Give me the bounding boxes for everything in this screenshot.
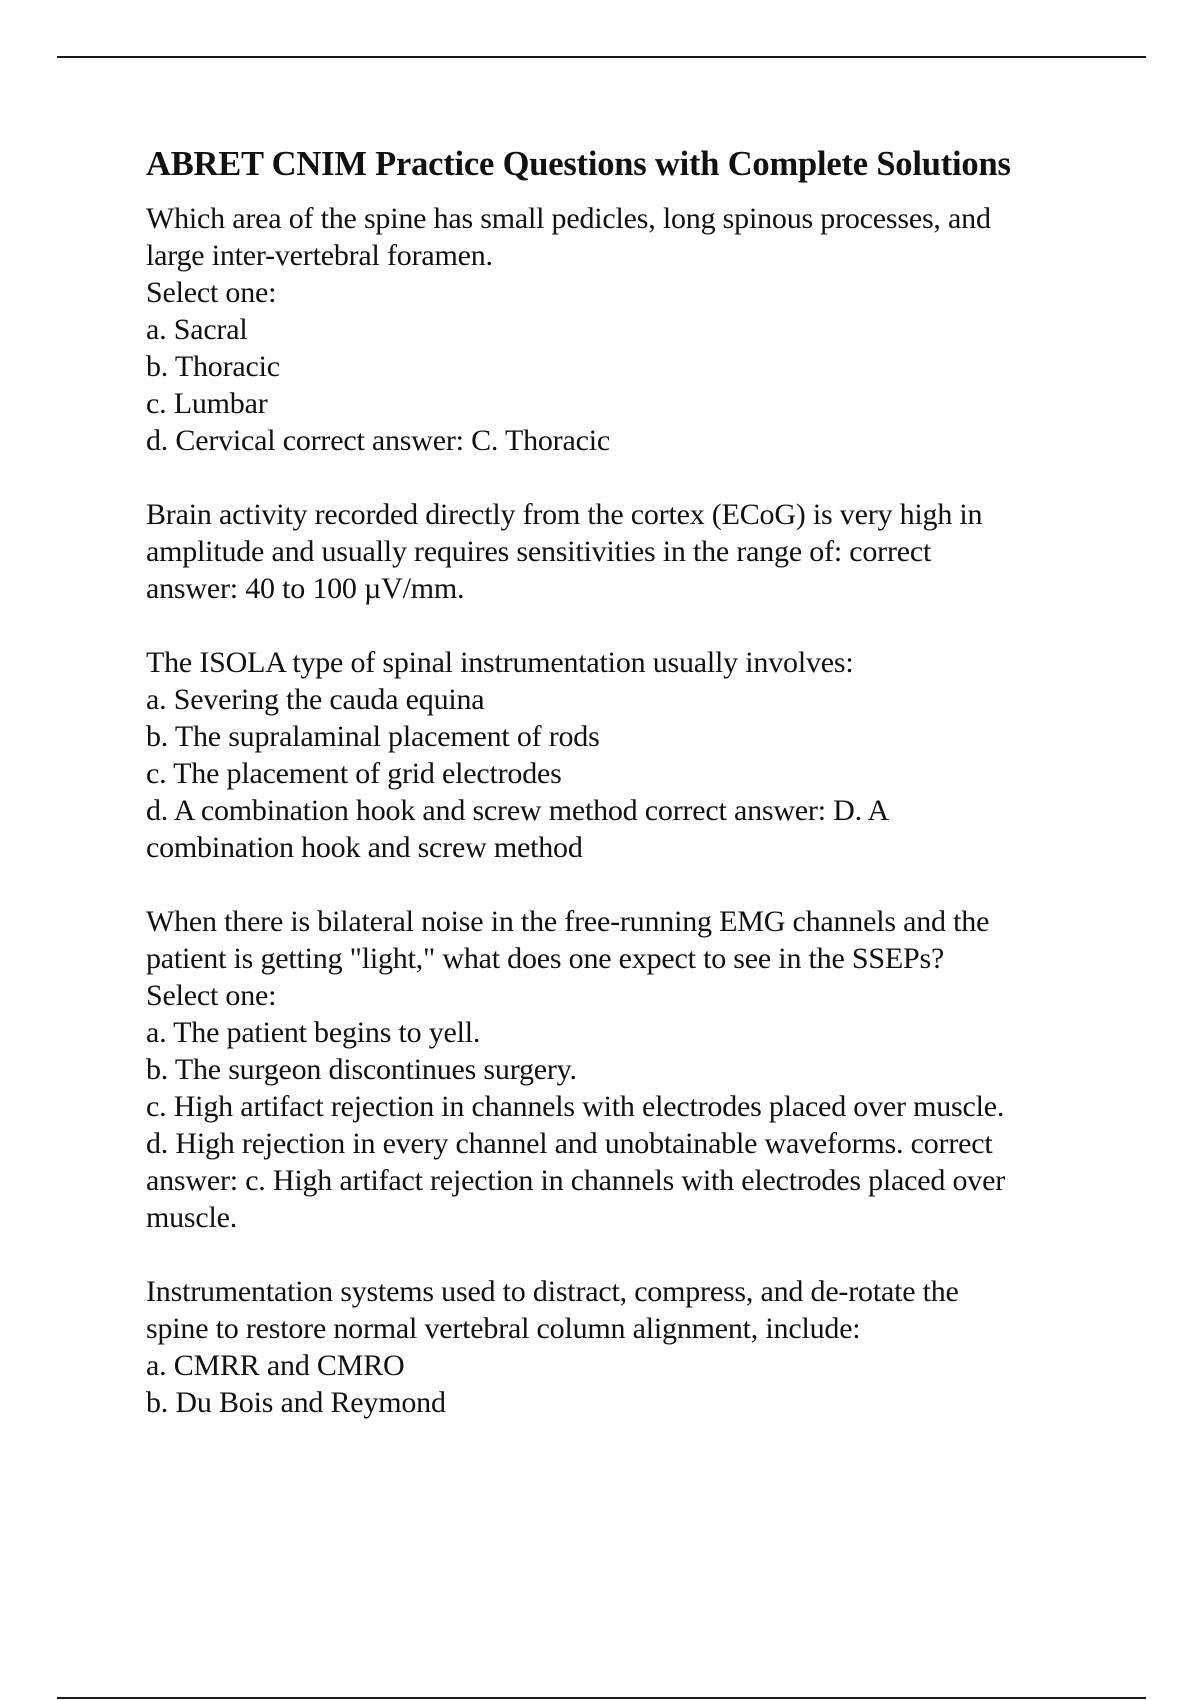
question-text: patient is getting "light," what does one expect to see in the SSEPs? [146,942,945,975]
option-a: a. Severing the cauda equina [146,683,485,716]
question-text: large inter-vertebral foramen. [146,239,493,272]
select-one-label: Select one: [146,979,277,1012]
question-4 [146,903,1106,1236]
option-b: b. Du Bois and Reymond [146,1386,446,1419]
option-b: b. The surgeon discontinues surgery. [146,1053,577,1086]
option-a: a. CMRR and CMRO [146,1349,405,1382]
option-c: c. The placement of grid electrodes [146,757,562,790]
option-d-with-answer: d. High rejection in every channel and unobtainable waveforms. correct [146,1127,993,1160]
option-a: a. The patient begins to yell. [146,1016,481,1049]
option-a: a. Sacral [146,313,248,346]
option-b: b. The supralaminal placement of rods [146,720,600,753]
option-c: c. Lumbar [146,387,268,420]
option-d-with-answer: d. A combination hook and screw method correct answer: D. A [146,794,890,827]
answer-text: muscle. [146,1201,238,1234]
document-title: ABRET CNIM Practice Questions with Complete Solutions [146,145,1011,183]
option-b: b. Thoracic [146,350,280,383]
question-text: spine to restore normal vertebral column alignment, include: [146,1312,861,1345]
answer-text: answer: 40 to 100 µV/mm. [146,572,465,605]
question-2 [146,496,1106,607]
question-text: Brain activity recorded directly from the cortex (ECoG) is very high in [146,498,983,531]
question-text: When there is bilateral noise in the free-running EMG channels and the [146,905,990,938]
option-d-with-answer: d. Cervical correct answer: C. Thoracic [146,424,610,457]
document-body [146,144,1106,1458]
option-c: c. High artifact rejection in channels with electrodes placed over muscle. [146,1090,1005,1123]
select-one-label: Select one: [146,276,277,309]
header-rule [57,56,1146,58]
answer-text: combination hook and screw method [146,831,583,864]
footer-rule [57,1697,1146,1699]
question-text: Which area of the spine has small pedicles, long spinous processes, and [146,202,991,235]
question-3 [146,644,1106,866]
question-text: The ISOLA type of spinal instrumentation usually involves: [146,646,854,679]
question-5 [146,1273,1106,1421]
answer-text: answer: c. High artifact rejection in channels with electrodes placed over [146,1164,1005,1197]
question-text: amplitude and usually requires sensitivities in the range of: correct [146,535,932,568]
question-text: Instrumentation systems used to distract, compress, and de-rotate the [146,1275,959,1308]
question-1 [146,200,1106,459]
